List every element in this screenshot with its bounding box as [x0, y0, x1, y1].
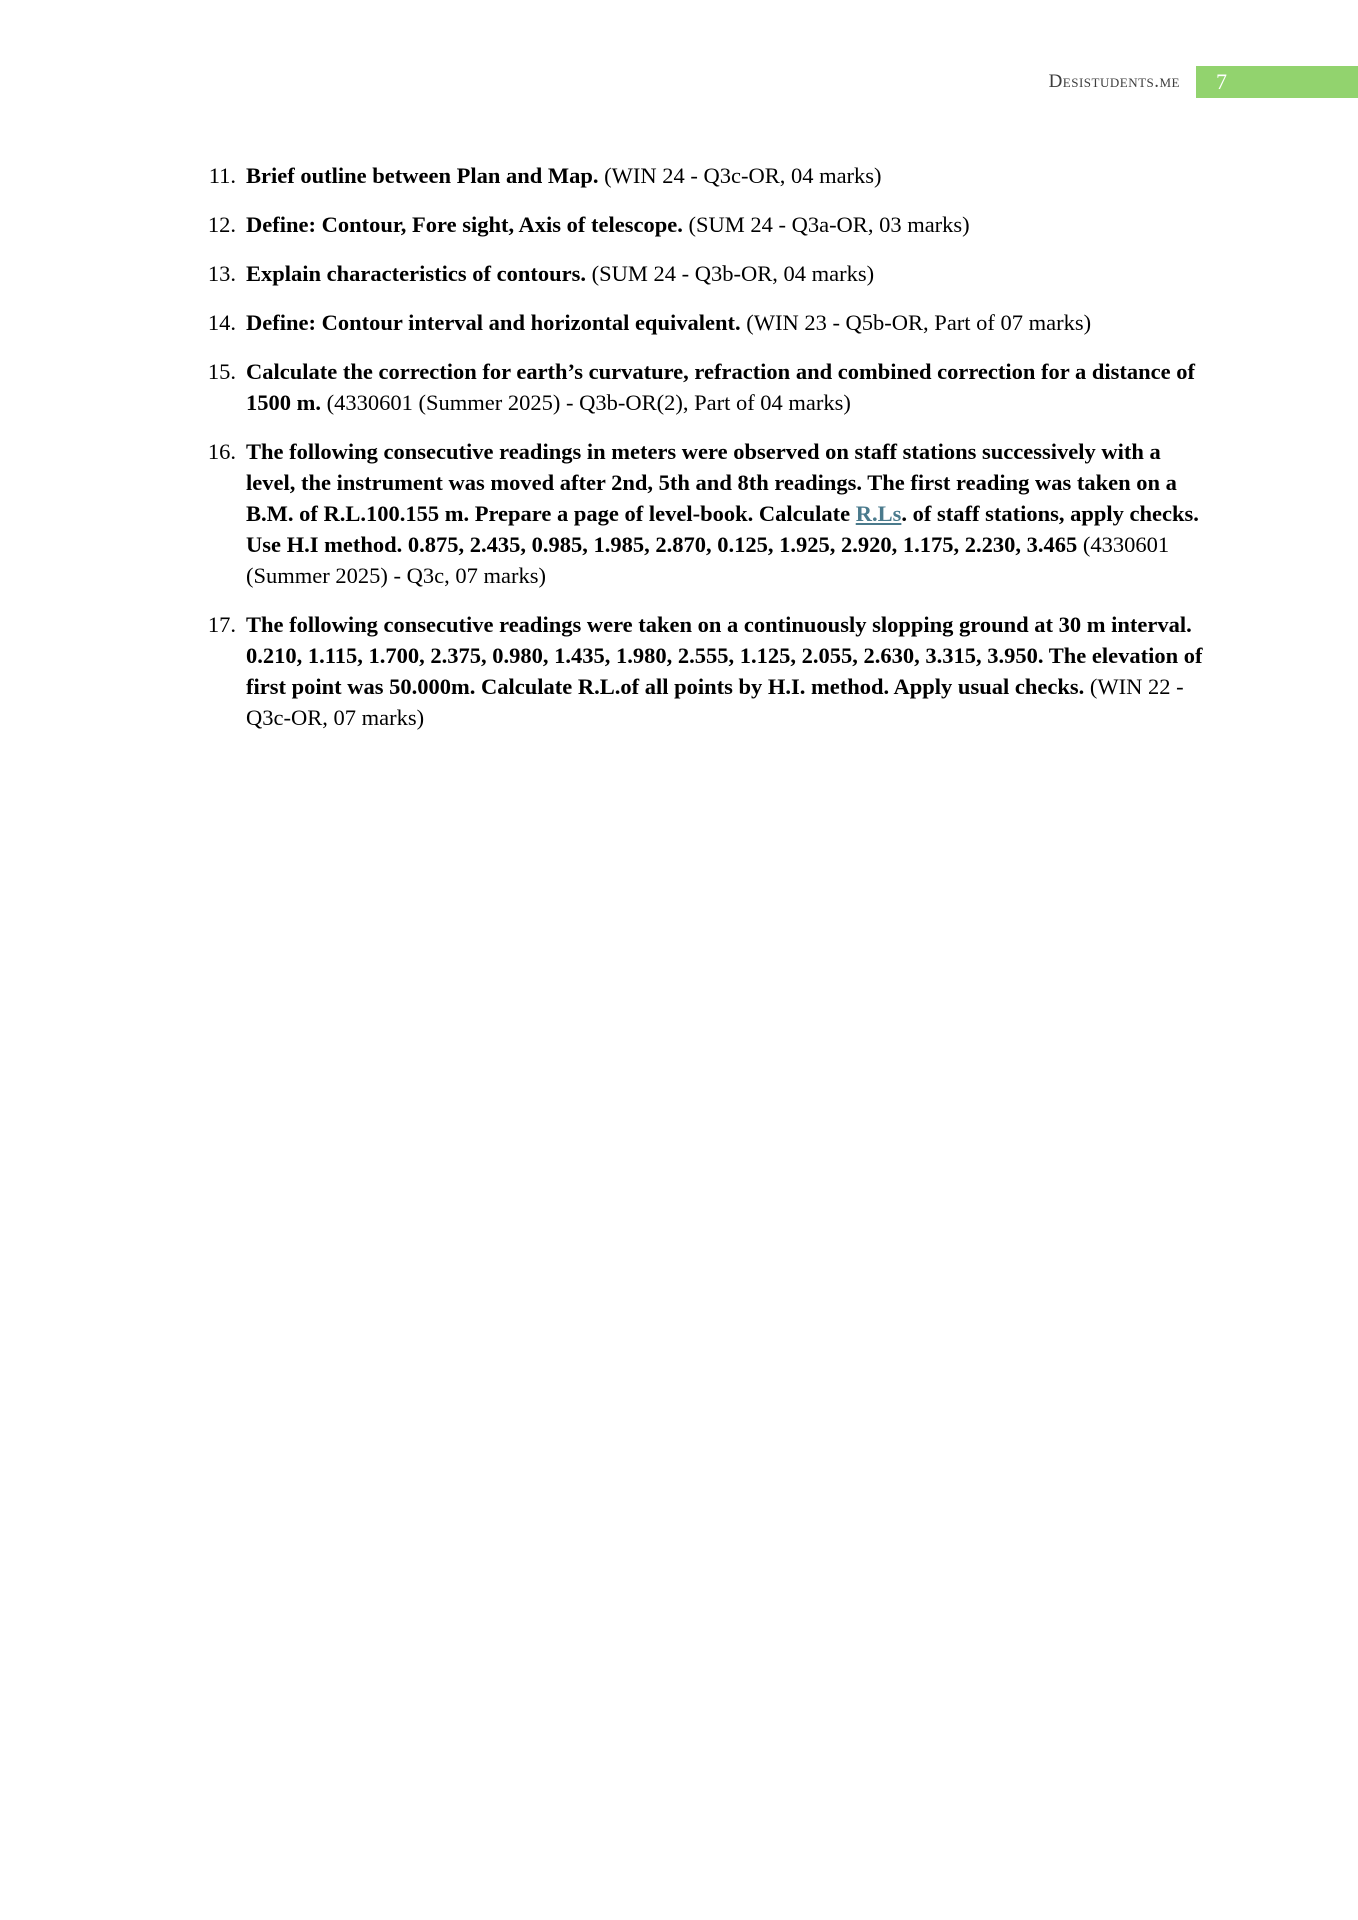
question-item — [204, 258, 1204, 289]
question-text: Explain characteristics of contours. — [246, 261, 586, 286]
question-text-continued: . of staff stations, apply checks. Use H.I method. 0.875, 2.435, 0.985, 1.985, 2.870, 0.125, 1.925, 2.920, 1.175, 2.230, 3.465 — [246, 501, 1199, 557]
question-item — [204, 356, 1204, 418]
question-number: 16. — [207, 439, 236, 464]
question-text: Calculate the correction for earth’s curvature, refraction and combined correction for a distance of 1500 m. — [246, 359, 1195, 415]
question-reference: (4330601 (Summer 2025) - Q3c, 07 marks) — [246, 532, 1170, 588]
question-reference: (WIN 24 - Q3c-OR, 04 marks) — [598, 163, 882, 188]
question-number: 13. — [207, 261, 236, 286]
question-text: The following consecutive readings were taken on a continuously slopping ground at 30 m interval. 0.210, 1.115, 1.700, 2.375, 0.980, 1.435, 1.980, 2.555, 1.125, 2.055, 2.630, 3.315, 3.950. The elevation of first point was 50.000m. Calculate R.L.of all points by H.I. method. Apply usual checks. — [246, 612, 1203, 699]
question-text: Brief outline between Plan and Map. — [246, 163, 599, 188]
rls-link[interactable]: R.Ls — [855, 501, 902, 526]
question-item — [204, 160, 1204, 191]
question-item — [204, 609, 1204, 733]
question-number: 12. — [207, 212, 236, 237]
question-reference: (4330601 (Summer 2025) - Q3b-OR(2), Part of 04 marks) — [321, 390, 851, 415]
question-number: 15. — [207, 359, 236, 384]
question-item — [204, 307, 1204, 338]
question-reference: (SUM 24 - Q3b-OR, 04 marks) — [585, 261, 875, 286]
question-number: 11. — [208, 163, 236, 188]
question-item — [204, 209, 1204, 240]
question-text: Define: Contour, Fore sight, Axis of telescope. — [246, 212, 683, 237]
question-text: Define: Contour interval and horizontal equivalent. — [246, 310, 741, 335]
page-number: 7 — [1196, 66, 1358, 98]
question-reference: (WIN 22 - Q3c-OR, 07 marks) — [246, 674, 1184, 730]
site-name: Desistudents.me — [1048, 71, 1180, 92]
question-reference: (SUM 24 - Q3a-OR, 03 marks) — [682, 212, 970, 237]
question-list — [204, 160, 1204, 751]
page-header — [1049, 66, 1358, 98]
question-number: 14. — [207, 310, 236, 335]
question-text: The following consecutive readings in meters were observed on staff stations successively with a level, the instrument was moved after 2nd, 5th and 8th readings. The first reading was taken on a B.M. of R.L.100.155 m. Prepare a page of level-book. Calculate — [246, 439, 1177, 526]
question-item — [204, 436, 1204, 591]
question-reference: (WIN 23 - Q5b-OR, Part of 07 marks) — [740, 310, 1092, 335]
question-number: 17. — [207, 612, 236, 637]
